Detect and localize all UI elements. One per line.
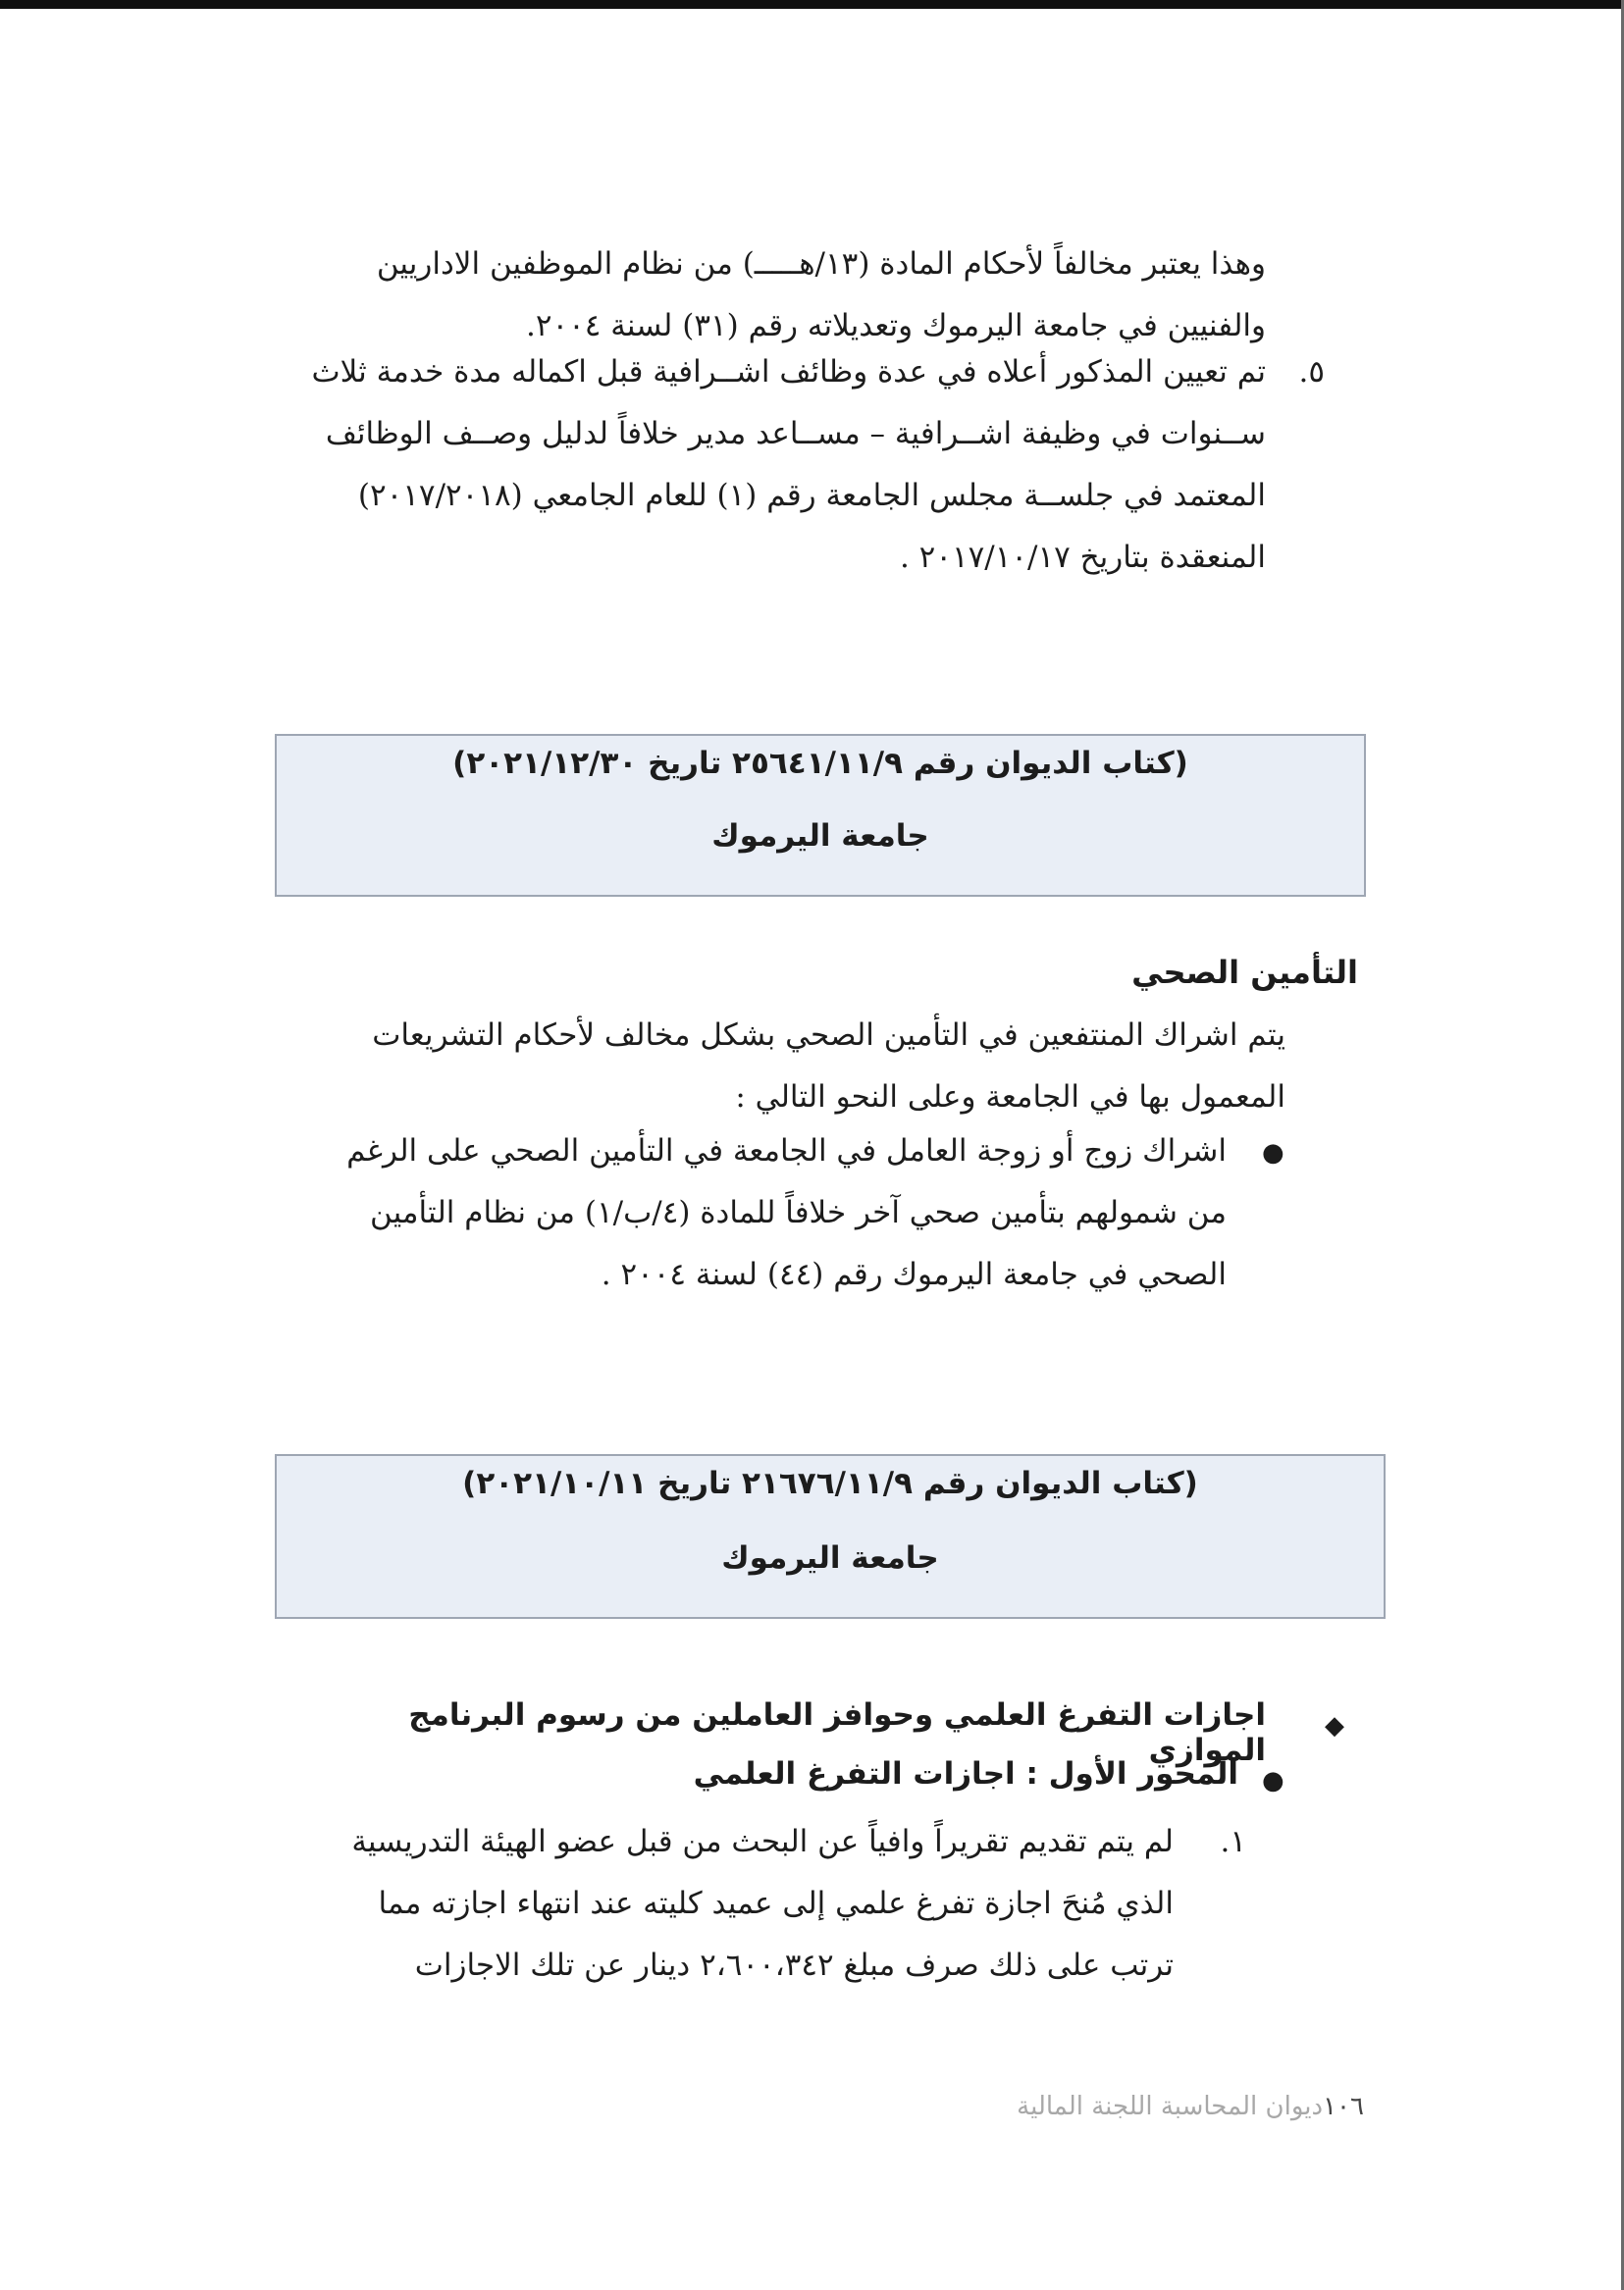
text-line: المعمول بها في الجامعة وعلى النحو التالي :: [735, 1079, 1285, 1115]
text-line: والفنيين في جامعة اليرموك وتعديلاته رقم (٣١) لسنة ٢٠٠٤.: [525, 308, 1266, 343]
page-footer: [805, 2092, 1364, 2121]
reference-letter-line: (كتاب الديوان رقم ٢١٦٧٦/١١/٩ تاريخ ٢٠٢١/١٠/١١): [462, 1466, 1198, 1501]
text-line: الذي مُنحَ اجازة تفرغ علمي إلى عميد كليته عند انتهاء اجازته مما: [378, 1886, 1174, 1921]
section-heading-health-insurance: التأمين الصحي: [1131, 954, 1358, 991]
text-line: لم يتم تقديم تقريراً وافياً عن البحث من قبل عضو الهيئة التدريسية: [351, 1824, 1174, 1859]
page-number: ١٠٦: [1323, 2092, 1364, 2121]
text-line: ترتب على ذلك صرف مبلغ ٢،٦٠٠،٣٤٢ دينار عن تلك الاجازات: [414, 1948, 1174, 1983]
reference-box-2: [275, 1454, 1386, 1619]
text-line: تم تعيين المذكور أعلاه في عدة وظائف اشــرافية قبل اكماله مدة خدمة ثلاث: [311, 354, 1266, 390]
text-line: المنعقدة بتاريخ ٢٠١٧/١٠/١٧ .: [899, 540, 1266, 575]
list-number: ٥.: [1298, 354, 1325, 390]
scan-top-edge: [0, 0, 1624, 9]
list-number: ١.: [1220, 1824, 1246, 1859]
text-line: اشراك زوج أو زوجة العامل في الجامعة في التأمين الصحي على الرغم: [346, 1133, 1227, 1169]
list-item-1: [275, 1811, 1174, 1997]
bullet-dot: ●: [1262, 1138, 1284, 1168]
text-line: وهذا يعتبر مخالفاً لأحكام المادة (١٣/هـــــ) من نظام الموظفين الاداريين: [376, 246, 1266, 282]
bullet-dot: ●: [1262, 1766, 1284, 1796]
institution-name: جامعة اليرموك: [721, 1540, 939, 1576]
list-item-5: [275, 341, 1266, 589]
footer-text: ديوان المحاسبة اللجنة المالية: [1017, 2092, 1324, 2121]
text-line: من شمولهم بتأمين صحي آخر خلافاً للمادة (٤/ب/١) من نظام التأمين: [369, 1195, 1227, 1230]
text-line: يتم اشراك المنتفعين في التأمين الصحي بشكل مخالف لأحكام التشريعات: [372, 1017, 1285, 1053]
institution-name: جامعة اليرموك: [711, 818, 929, 854]
text-line: ســنوات في وظيفة اشــرافية – مســاعد مدير خلافاً لدليل وصــف الوظائف: [325, 416, 1266, 451]
diamond-bullet-icon: ◆: [1325, 1711, 1344, 1741]
reference-box-1: [275, 734, 1366, 897]
text-line: المعتمد في جلســة مجلس الجامعة رقم (١) للعام الجامعي (٢٠١٧/٢٠١٨): [357, 478, 1266, 513]
health-insurance-bullet: [275, 1120, 1227, 1306]
health-insurance-intro: [275, 1005, 1285, 1128]
paragraph-continuation: [275, 234, 1266, 357]
text-line: الصحي في جامعة اليرموك رقم (٤٤) لسنة ٢٠٠٤ .: [601, 1257, 1227, 1292]
sub-bullet-axis-one: المحور الأول : اجازات التفرغ العلمي: [693, 1756, 1238, 1792]
main-bullet-sabbatical: اجازات التفرغ العلمي وحوافز العاملين من رسوم البرنامج الموازي: [408, 1697, 1266, 1768]
reference-letter-line: (كتاب الديوان رقم ٢٥٦٤١/١١/٩ تاريخ ٢٠٢١/١٢/٣٠): [452, 746, 1188, 781]
